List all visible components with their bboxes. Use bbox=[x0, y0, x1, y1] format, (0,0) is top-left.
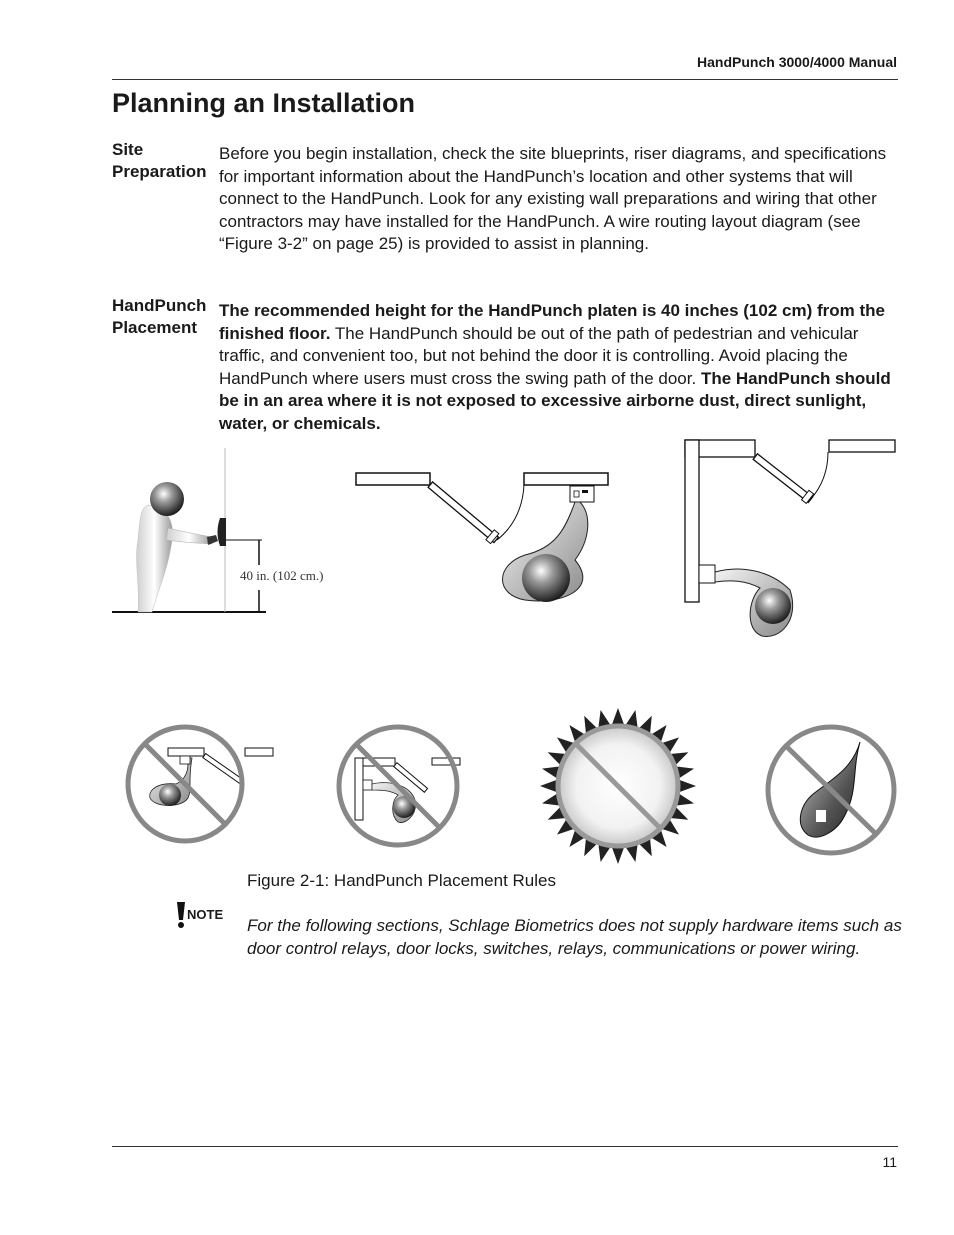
manual-title: HandPunch 3000/4000 Manual bbox=[697, 54, 897, 70]
door-swing-arc bbox=[497, 485, 524, 540]
user-head bbox=[522, 554, 570, 602]
corner-wall-side bbox=[685, 440, 699, 602]
note-label-text: NOTE bbox=[187, 907, 224, 922]
note-label bbox=[170, 900, 240, 930]
page-title: Planning an Installation bbox=[112, 88, 416, 118]
prohibit-swing-path bbox=[339, 727, 460, 845]
handpunch-placement-body bbox=[219, 300, 903, 436]
handpunch-placement-heading-line2: Placement bbox=[112, 318, 198, 337]
handpunch-unit bbox=[218, 518, 227, 546]
site-preparation-body: Before you begin installation, check the site blueprints, riser diagrams, and specifications for important information about the HandPunch’s location and other systems that will connect to the HandPunch. Look for any existing wall preparations and wiring that other contractors may have installed for the HandPunch. A wire routing layout diagram (see “Figure 3-2” on page 25) is provided to assist in planning. bbox=[219, 144, 887, 254]
site-preparation-heading bbox=[112, 139, 222, 183]
corner-door bbox=[752, 451, 815, 504]
site-preparation-heading-line2: Preparation bbox=[112, 162, 207, 181]
header-rule bbox=[112, 79, 898, 80]
corner-view-illustration bbox=[685, 440, 895, 637]
placement-bold-lead: The recommended height for the HandPunch platen is 40 inches (102 cm) from the finished floor. bbox=[219, 301, 885, 343]
note-text: For the following sections, Schlage Biometrics does not supply hardware items such as door control relays, door locks, switches, relays, communications or power wiring. bbox=[247, 916, 902, 958]
footer-rule bbox=[112, 1146, 898, 1147]
prohibit-water bbox=[768, 727, 894, 853]
placement-bold-tail: The HandPunch should be in an area where it is not exposed to excessive airborne dust, direct sunlight, water, or chemicals. bbox=[219, 368, 891, 433]
figure-caption: Figure 2-1: HandPunch Placement Rules bbox=[247, 871, 556, 890]
placement-body-text: The HandPunch should be out of the path of pedestrian and vehicular traffic, and convenient too, but not behind the door it is controlling. Avoid placing the HandPunch where users must cross the swing path of the door. bbox=[219, 323, 859, 388]
exclamation-icon bbox=[174, 900, 188, 930]
person-head bbox=[150, 482, 184, 516]
corner-wall-right bbox=[829, 440, 895, 452]
corner-user-head bbox=[755, 588, 791, 624]
handpunch-placement-heading bbox=[112, 295, 222, 339]
wall-left bbox=[356, 473, 430, 485]
height-illustration bbox=[112, 448, 323, 612]
wall-right bbox=[524, 473, 608, 485]
placement-figure bbox=[0, 430, 954, 870]
prohibit1-wall bbox=[168, 748, 204, 756]
prohibit-sunlight bbox=[540, 708, 696, 864]
door-panel bbox=[426, 480, 500, 545]
person-arm bbox=[166, 528, 212, 544]
page-number: 11 bbox=[882, 1154, 897, 1170]
person-body bbox=[137, 505, 173, 612]
prohibit-behind-door bbox=[128, 727, 273, 841]
top-view-illustration bbox=[356, 473, 608, 602]
reader-unit bbox=[570, 486, 594, 502]
site-preparation-heading-line1: Site bbox=[112, 140, 144, 159]
height-label: 40 in. (102 cm.) bbox=[240, 568, 324, 583]
handpunch-placement-heading-line1: HandPunch bbox=[112, 296, 207, 315]
corner-reader bbox=[699, 565, 715, 583]
